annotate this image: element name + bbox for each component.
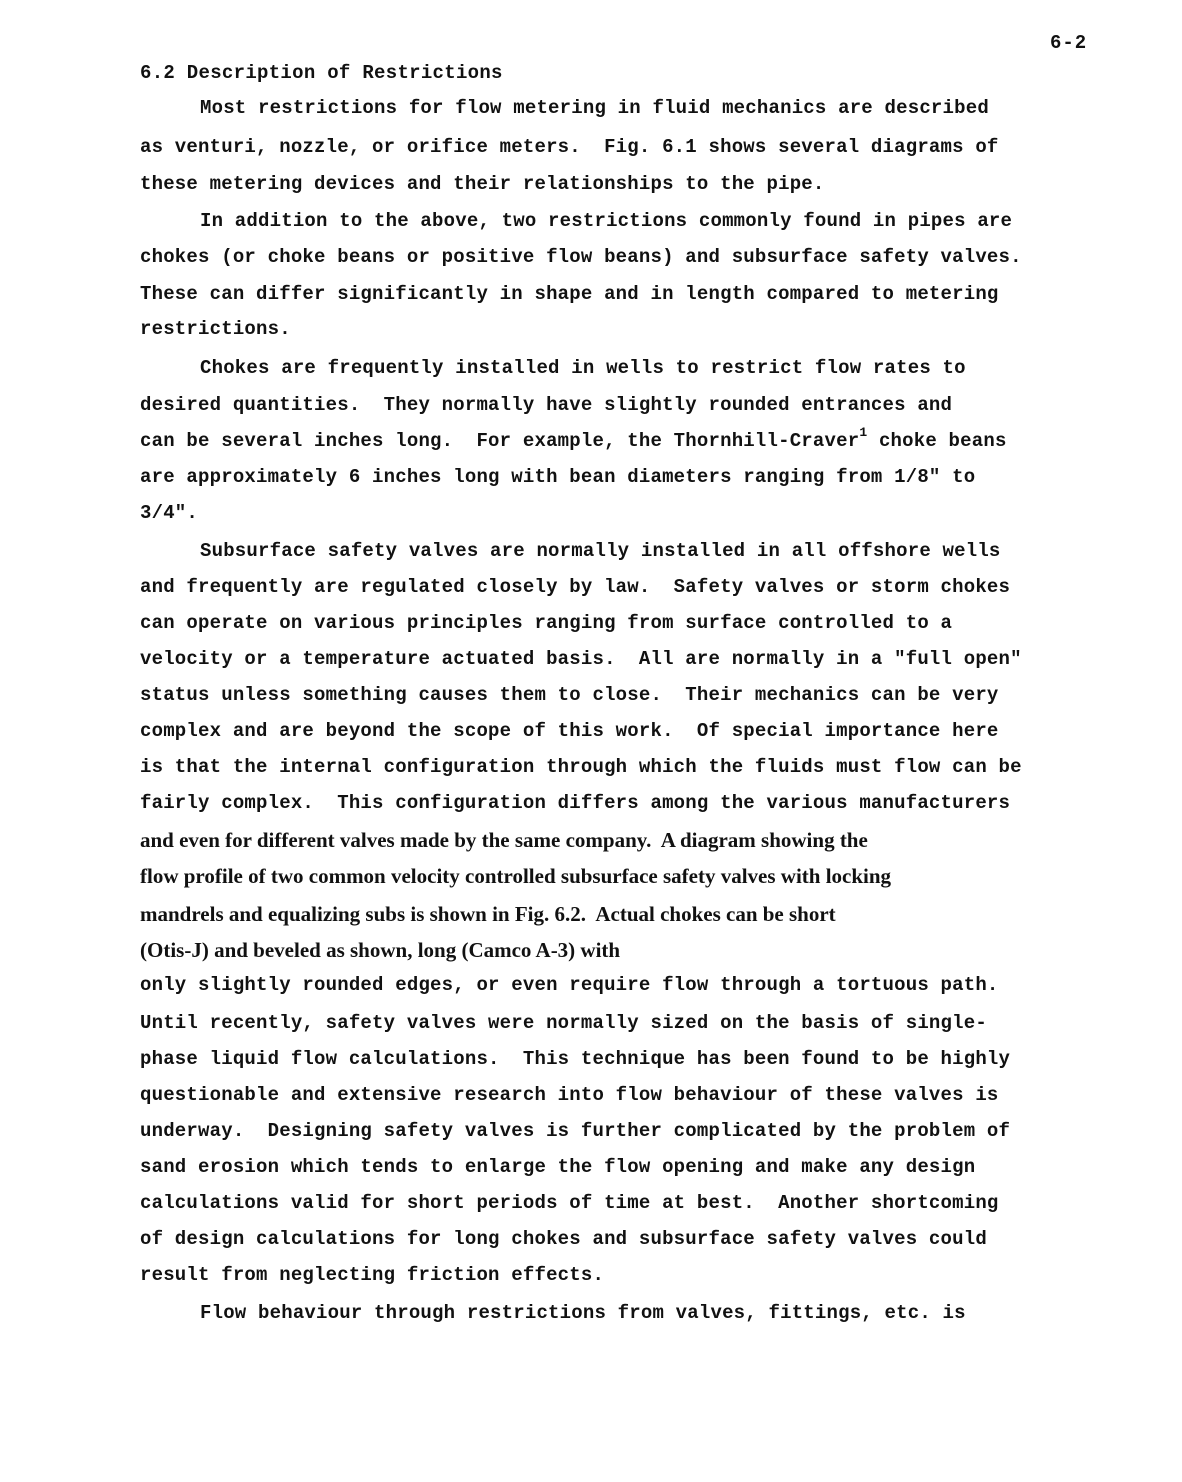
text-line-content: questionable and extensive research into flow behaviour of these valves is [140, 1084, 999, 1106]
text-line [140, 1084, 999, 1106]
text-line-content: mandrels and equalizing subs is shown in Fig. 6.2. Actual chokes can be short [140, 902, 836, 926]
text-line [140, 648, 1022, 670]
text-line-content: can be several inches long. For example, the Thornhill-Craver [140, 430, 860, 452]
text-line-content: desired quantities. They normally have slightly rounded entrances and [140, 394, 953, 416]
text-line-content: 3/4". [140, 502, 199, 524]
text-line-content: In addition to the above, two restrictions commonly found in pipes are [200, 210, 1013, 232]
text-line [140, 576, 1010, 598]
text-line [140, 425, 1007, 452]
text-line [140, 283, 999, 305]
text-line-content: and frequently are regulated closely by law. Safety valves or storm chokes [140, 576, 1011, 598]
text-line-content: of design calculations for long chokes and subsurface safety valves could [140, 1228, 987, 1250]
text-line [200, 210, 1012, 232]
text-line-content: is that the internal configuration through which the fluids must flow can be [140, 756, 1022, 778]
text-line [140, 720, 999, 742]
section-heading: 6.2 Description of Restrictions [140, 62, 503, 84]
text-line [140, 1192, 999, 1214]
text-line-content: fairly complex. This configuration differs among the various manufacturers [140, 792, 1011, 814]
text-line-content: are approximately 6 inches long with bean diameters ranging from 1/8" to [140, 466, 976, 488]
text-line [140, 612, 952, 634]
text-line-content: and even for different valves made by the same company. A diagram showing the [140, 828, 868, 852]
text-line [200, 1302, 966, 1324]
text-line-content: (Otis-J) and beveled as shown, long (Camco A-3) with [140, 938, 621, 962]
text-line-content: underway. Designing safety valves is further complicated by the problem of [140, 1120, 1011, 1142]
footnote-reference: 1 [859, 425, 868, 440]
text-line-content: chokes (or choke beans or positive flow beans) and subsurface safety valves. [140, 246, 1022, 268]
text-line-content: Flow behaviour through restrictions from valves, fittings, etc. is [200, 1302, 966, 1324]
page-number: 6-2 [1050, 32, 1088, 54]
text-line [140, 394, 952, 416]
text-line-content: Chokes are frequently installed in wells to restrict flow rates to [200, 357, 966, 379]
text-line [140, 974, 999, 996]
text-line [140, 684, 999, 706]
text-line [140, 1120, 1010, 1142]
text-line [200, 97, 989, 119]
text-line-content: can operate on various principles ranging from surface controlled to a [140, 612, 953, 634]
text-line-content: complex and are beyond the scope of this work. Of special importance here [140, 720, 999, 742]
text-line [140, 136, 999, 158]
text-line [140, 173, 825, 195]
text-line [200, 540, 1001, 562]
text-line [140, 828, 868, 853]
text-line [140, 902, 836, 927]
text-line-content: these metering devices and their relationships to the pipe. [140, 173, 825, 195]
text-line [140, 756, 1022, 778]
text-line-content: flow profile of two common velocity controlled subsurface safety valves with locking [140, 864, 892, 888]
text-line-content: Most restrictions for flow metering in fluid mechanics are described [200, 97, 989, 119]
text-line-content: sand erosion which tends to enlarge the flow opening and make any design [140, 1156, 976, 1178]
text-line-continuation: choke beans [867, 430, 1007, 452]
text-line [140, 1048, 1010, 1070]
text-line [140, 502, 198, 524]
text-line [140, 864, 891, 889]
text-line [140, 938, 620, 963]
text-line-content: only slightly rounded edges, or even require flow through a tortuous path. [140, 974, 999, 996]
text-line-content: phase liquid flow calculations. This technique has been found to be highly [140, 1048, 1011, 1070]
text-line [140, 1156, 975, 1178]
text-line-content: result from neglecting friction effects. [140, 1264, 605, 1286]
text-line-content: Until recently, safety valves were normally sized on the basis of single- [140, 1012, 987, 1034]
text-line-content: status unless something causes them to close. Their mechanics can be very [140, 684, 999, 706]
text-line [140, 1264, 604, 1286]
text-line-content: These can differ significantly in shape and in length compared to metering [140, 283, 999, 305]
text-line [140, 246, 1022, 268]
text-line-content: velocity or a temperature actuated basis. All are normally in a "full open" [140, 648, 1022, 670]
text-line [200, 357, 966, 379]
text-line [140, 318, 291, 340]
text-line-content: as venturi, nozzle, or orifice meters. Fig. 6.1 shows several diagrams of [140, 136, 999, 158]
text-line [140, 792, 1010, 814]
text-line [140, 1228, 987, 1250]
text-line-content: Subsurface safety valves are normally installed in all offshore wells [200, 540, 1001, 562]
text-line-content: calculations valid for short periods of time at best. Another shortcoming [140, 1192, 999, 1214]
text-line-content: restrictions. [140, 318, 291, 340]
text-line [140, 1012, 987, 1034]
text-line [140, 466, 975, 488]
